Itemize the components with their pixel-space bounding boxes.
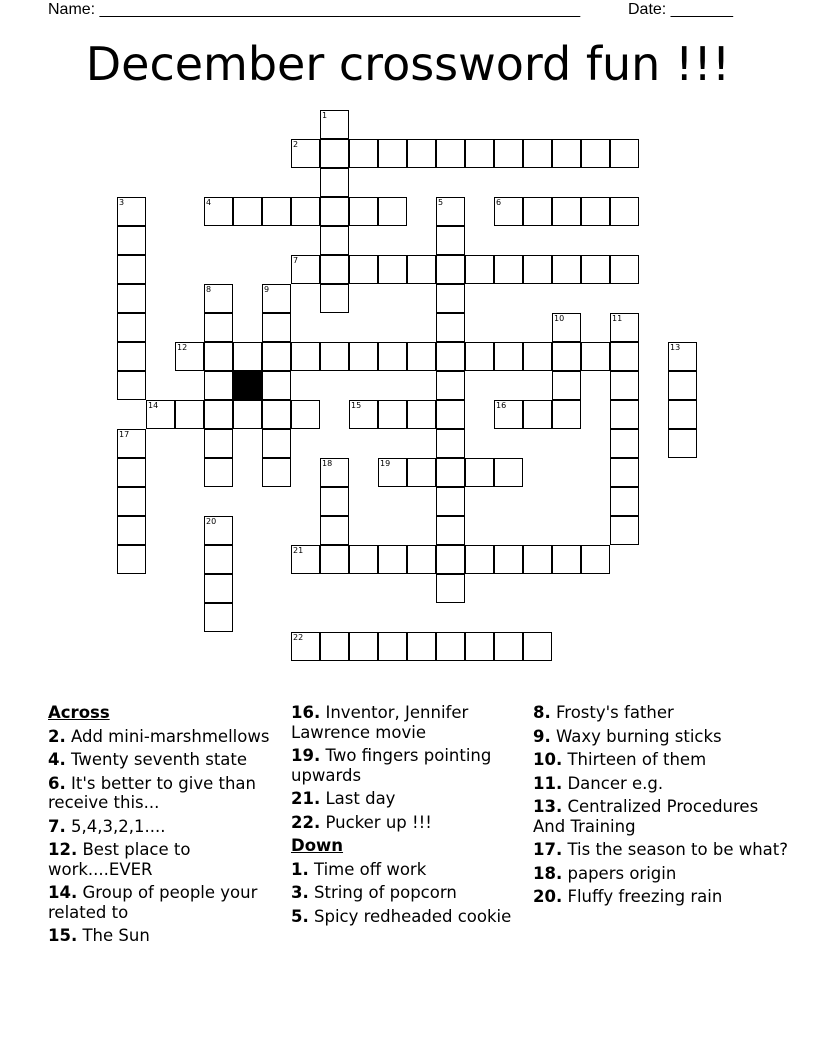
clue-item — [291, 883, 529, 903]
grid-cell[interactable] — [117, 197, 146, 226]
grid-cell[interactable] — [117, 371, 146, 400]
clue-number: 6. — [48, 773, 66, 793]
clue-number: 1. — [291, 859, 309, 879]
clue-number-19: 19 — [380, 459, 391, 468]
grid-cell[interactable] — [552, 255, 581, 284]
clue-item — [533, 774, 793, 794]
grid-cell[interactable] — [465, 342, 494, 371]
grid-cell[interactable] — [407, 139, 436, 168]
grid-cell[interactable] — [320, 110, 349, 139]
clue-number: 11. — [533, 773, 563, 793]
grid-cell[interactable] — [233, 197, 262, 226]
grid-cell[interactable] — [320, 255, 349, 284]
grid-cell[interactable] — [668, 371, 697, 400]
grid-cell[interactable] — [117, 516, 146, 545]
clue-number: 12. — [48, 840, 78, 859]
clue-text: Last day — [320, 789, 396, 808]
grid-cell[interactable] — [436, 400, 465, 429]
grid-cell[interactable] — [610, 313, 639, 342]
clue-text: Waxy burning sticks — [550, 726, 722, 746]
grid-cell[interactable] — [465, 255, 494, 284]
grid-cell[interactable] — [436, 487, 465, 516]
clue-number: 20. — [533, 887, 563, 906]
grid-cell[interactable] — [204, 371, 233, 400]
grid-cell[interactable] — [204, 313, 233, 342]
header — [48, 0, 748, 20]
grid-cell[interactable] — [349, 342, 378, 371]
clue-number: 18. — [533, 863, 563, 883]
clue-column-3 — [533, 703, 793, 911]
clue-number-4: 4 — [206, 198, 212, 207]
grid-cell[interactable] — [436, 516, 465, 545]
grid-cell[interactable] — [436, 197, 465, 226]
grid-cell[interactable] — [494, 458, 523, 487]
grid-cell[interactable] — [436, 545, 465, 574]
grid-cell[interactable] — [320, 168, 349, 197]
grid-cell[interactable] — [610, 458, 639, 487]
grid-cell[interactable] — [291, 545, 320, 574]
clue-number-20: 20 — [206, 517, 217, 526]
grid-cell[interactable] — [320, 487, 349, 516]
grid-cell[interactable] — [117, 255, 146, 284]
grid-cell[interactable] — [407, 342, 436, 371]
clue-text: Dancer e.g. — [562, 773, 664, 793]
grid-cell[interactable] — [175, 400, 204, 429]
grid-cell[interactable] — [465, 632, 494, 661]
grid-cell[interactable] — [378, 139, 407, 168]
grid-cell[interactable] — [262, 400, 291, 429]
clue-number: 14. — [48, 883, 78, 902]
grid-cell[interactable] — [465, 139, 494, 168]
grid-cell[interactable] — [610, 197, 639, 226]
grid-cell[interactable] — [117, 284, 146, 313]
grid-cell[interactable] — [436, 371, 465, 400]
clue-text: Inventor, Jennifer Lawrence movie — [291, 703, 469, 742]
clue-number: 7. — [48, 816, 66, 836]
grid-cell[interactable] — [407, 255, 436, 284]
grid-cell[interactable] — [117, 429, 146, 458]
grid-cell[interactable] — [436, 284, 465, 313]
grid-cell[interactable] — [436, 226, 465, 255]
clue-number-10: 10 — [554, 314, 565, 323]
grid-cell[interactable] — [610, 371, 639, 400]
clue-number-22: 22 — [293, 633, 304, 642]
clue-text: Thirteen of them — [562, 750, 707, 769]
clue-item — [533, 703, 793, 723]
clue-number: 19. — [291, 746, 321, 765]
grid-cell[interactable] — [378, 197, 407, 226]
grid-cell[interactable] — [378, 400, 407, 429]
grid-cell[interactable] — [262, 429, 291, 458]
grid-cell[interactable] — [262, 458, 291, 487]
grid-cell[interactable] — [552, 139, 581, 168]
grid-cell[interactable] — [204, 284, 233, 313]
grid-cell[interactable] — [523, 255, 552, 284]
clue-text: The Sun — [77, 926, 150, 945]
clue-item — [291, 703, 529, 742]
grid-cell[interactable] — [436, 632, 465, 661]
grid-cell[interactable] — [610, 342, 639, 371]
clue-item — [533, 727, 793, 747]
grid-cell[interactable] — [581, 342, 610, 371]
grid-cell[interactable] — [320, 226, 349, 255]
clue-text: Group of people your related to — [48, 883, 258, 922]
grid-cell[interactable] — [494, 139, 523, 168]
grid-cell[interactable] — [117, 313, 146, 342]
clue-text: 5,4,3,2,1.... — [65, 816, 166, 836]
clue-number-7: 7 — [293, 256, 299, 265]
grid-cell[interactable] — [291, 197, 320, 226]
grid-cell[interactable] — [436, 139, 465, 168]
grid-cell[interactable] — [204, 574, 233, 603]
clue-text: Frosty's father — [550, 703, 674, 722]
grid-cell[interactable] — [610, 429, 639, 458]
grid-cell[interactable] — [233, 342, 262, 371]
grid-cell[interactable] — [320, 516, 349, 545]
grid-cell[interactable] — [204, 342, 233, 371]
clue-number-12: 12 — [177, 343, 188, 352]
clue-column-1 — [48, 703, 286, 950]
grid-cell[interactable] — [320, 139, 349, 168]
clue-number: 21. — [291, 789, 321, 808]
clue-item — [48, 840, 286, 879]
clue-number-13: 13 — [670, 343, 681, 352]
clue-text: Twenty seventh state — [65, 750, 248, 769]
grid-cell[interactable] — [262, 342, 291, 371]
clue-item — [291, 907, 529, 927]
clue-number: 16. — [291, 703, 321, 722]
clue-number-9: 9 — [264, 285, 270, 294]
grid-cell[interactable] — [378, 255, 407, 284]
grid-cell[interactable] — [204, 429, 233, 458]
section-heading-across: Across — [48, 703, 110, 722]
clue-number-5: 5 — [438, 198, 444, 207]
name-field: Name: ______________________________________________________ — [48, 1, 581, 18]
grid-cell[interactable] — [668, 342, 697, 371]
clue-number-11: 11 — [612, 314, 623, 323]
grid-cell[interactable] — [378, 458, 407, 487]
grid-block-cell — [233, 371, 262, 400]
grid-cell[interactable] — [146, 400, 175, 429]
grid-cell[interactable] — [610, 255, 639, 284]
grid-cell[interactable] — [581, 255, 610, 284]
grid-cell[interactable] — [349, 139, 378, 168]
clue-number-17: 17 — [119, 430, 130, 439]
grid-cell[interactable] — [610, 400, 639, 429]
clue-text: Pucker up !!! — [320, 812, 432, 832]
grid-cell[interactable] — [320, 545, 349, 574]
clue-number: 4. — [48, 750, 66, 769]
grid-cell[interactable] — [117, 226, 146, 255]
grid-cell[interactable] — [610, 516, 639, 545]
grid-cell[interactable] — [204, 545, 233, 574]
grid-cell[interactable] — [581, 197, 610, 226]
grid-cell[interactable] — [204, 400, 233, 429]
clue-text: Fluffy freezing rain — [562, 887, 723, 906]
grid-cell[interactable] — [465, 545, 494, 574]
grid-cell[interactable] — [523, 632, 552, 661]
grid-cell[interactable] — [552, 313, 581, 342]
grid-cell[interactable] — [610, 487, 639, 516]
grid-cell[interactable] — [523, 400, 552, 429]
grid-cell[interactable] — [320, 197, 349, 226]
clue-number: 10. — [533, 750, 563, 769]
grid-cell[interactable] — [407, 400, 436, 429]
grid-cell[interactable] — [291, 139, 320, 168]
clue-text: Centralized Procedures And Training — [533, 797, 759, 836]
grid-cell[interactable] — [436, 342, 465, 371]
clue-item — [533, 750, 793, 770]
grid-cell[interactable] — [494, 400, 523, 429]
grid-cell[interactable] — [349, 545, 378, 574]
grid-cell[interactable] — [349, 255, 378, 284]
grid-cell[interactable] — [378, 545, 407, 574]
clue-column-2 — [291, 703, 529, 930]
clue-item — [291, 746, 529, 785]
grid-cell[interactable] — [523, 139, 552, 168]
clue-item — [48, 750, 286, 770]
clue-number-21: 21 — [293, 546, 304, 555]
clue-number: 13. — [533, 797, 563, 816]
page-title: December crossword fun !!! — [85, 37, 731, 91]
grid-cell[interactable] — [320, 632, 349, 661]
clue-item — [48, 926, 286, 946]
grid-cell[interactable] — [262, 371, 291, 400]
clue-text: Add mini-marshmellows — [65, 726, 270, 746]
clue-number: 3. — [291, 883, 309, 902]
clue-number-2: 2 — [293, 140, 299, 149]
clue-text: Best place to work....EVER — [48, 840, 191, 879]
grid-cell[interactable] — [494, 197, 523, 226]
grid-cell[interactable] — [436, 458, 465, 487]
clue-item — [533, 797, 793, 836]
grid-cell[interactable] — [262, 313, 291, 342]
grid-cell[interactable] — [407, 632, 436, 661]
clue-item — [291, 789, 529, 809]
grid-cell[interactable] — [552, 545, 581, 574]
clue-number-15: 15 — [351, 401, 362, 410]
grid-cell[interactable] — [378, 342, 407, 371]
grid-cell[interactable] — [581, 545, 610, 574]
grid-cell[interactable] — [320, 458, 349, 487]
grid-cell[interactable] — [494, 632, 523, 661]
grid-cell[interactable] — [494, 342, 523, 371]
clue-number: 9. — [533, 726, 551, 746]
date-field: Date: _______ — [628, 1, 733, 18]
grid-cell[interactable] — [291, 632, 320, 661]
clue-number-3: 3 — [119, 198, 125, 207]
grid-cell[interactable] — [552, 197, 581, 226]
grid-cell[interactable] — [523, 197, 552, 226]
grid-cell[interactable] — [436, 429, 465, 458]
clue-item — [533, 840, 793, 860]
grid-cell[interactable] — [262, 197, 291, 226]
clue-number: 15. — [48, 926, 78, 945]
grid-cell[interactable] — [204, 197, 233, 226]
grid-cell[interactable] — [436, 574, 465, 603]
grid-cell[interactable] — [291, 342, 320, 371]
clue-item — [291, 813, 529, 833]
grid-cell[interactable] — [204, 458, 233, 487]
grid-cell[interactable] — [523, 545, 552, 574]
grid-cell[interactable] — [668, 400, 697, 429]
grid-cell[interactable] — [436, 313, 465, 342]
grid-cell[interactable] — [175, 342, 204, 371]
grid-cell[interactable] — [465, 458, 494, 487]
grid-cell[interactable] — [581, 139, 610, 168]
grid-cell[interactable] — [204, 603, 233, 632]
grid-cell[interactable] — [378, 632, 407, 661]
clue-number-18: 18 — [322, 459, 333, 468]
clue-text: Spicy redheaded cookie — [308, 906, 512, 926]
grid-cell[interactable] — [291, 255, 320, 284]
grid-cell[interactable] — [610, 139, 639, 168]
grid-cell[interactable] — [233, 400, 262, 429]
clue-text: papers origin — [562, 863, 677, 883]
clue-number-14: 14 — [148, 401, 159, 410]
clue-text: Two fingers pointing upwards — [291, 746, 492, 785]
grid-cell[interactable] — [349, 197, 378, 226]
clue-item — [48, 727, 286, 747]
clue-item — [533, 864, 793, 884]
clue-item — [48, 883, 286, 922]
grid-cell[interactable] — [407, 458, 436, 487]
clue-text: It's better to give than receive this... — [48, 773, 256, 812]
grid-cell[interactable] — [552, 342, 581, 371]
grid-cell[interactable] — [349, 632, 378, 661]
clue-text: Time off work — [308, 859, 427, 879]
grid-cell[interactable] — [668, 429, 697, 458]
clue-number: 8. — [533, 703, 551, 722]
clue-number-16: 16 — [496, 401, 507, 410]
grid-cell[interactable] — [117, 458, 146, 487]
clue-number-8: 8 — [206, 285, 212, 294]
clue-number-1: 1 — [322, 111, 328, 120]
grid-cell[interactable] — [494, 255, 523, 284]
grid-cell[interactable] — [262, 284, 291, 313]
grid-cell[interactable] — [349, 400, 378, 429]
clue-number: 22. — [291, 812, 321, 832]
grid-cell[interactable] — [320, 284, 349, 313]
clue-number: 2. — [48, 726, 66, 746]
clue-text: String of popcorn — [308, 883, 457, 902]
grid-cell[interactable] — [494, 545, 523, 574]
grid-cell[interactable] — [552, 371, 581, 400]
grid-cell[interactable] — [204, 516, 233, 545]
grid-cell[interactable] — [117, 342, 146, 371]
clue-number: 17. — [533, 840, 563, 859]
clue-item — [48, 774, 286, 813]
section-heading-down: Down — [291, 836, 344, 855]
grid-cell[interactable] — [523, 342, 552, 371]
clue-number-6: 6 — [496, 198, 502, 207]
clue-item — [291, 860, 529, 880]
grid-cell[interactable] — [407, 545, 436, 574]
clue-number: 5. — [291, 906, 309, 926]
grid-cell[interactable] — [436, 255, 465, 284]
grid-cell[interactable] — [117, 487, 146, 516]
clue-item — [533, 887, 793, 907]
grid-cell[interactable] — [320, 342, 349, 371]
clue-item — [48, 817, 286, 837]
grid-cell[interactable] — [552, 400, 581, 429]
clue-text: Tis the season to be what? — [562, 840, 789, 859]
grid-cell[interactable] — [117, 545, 146, 574]
grid-cell[interactable] — [291, 400, 320, 429]
